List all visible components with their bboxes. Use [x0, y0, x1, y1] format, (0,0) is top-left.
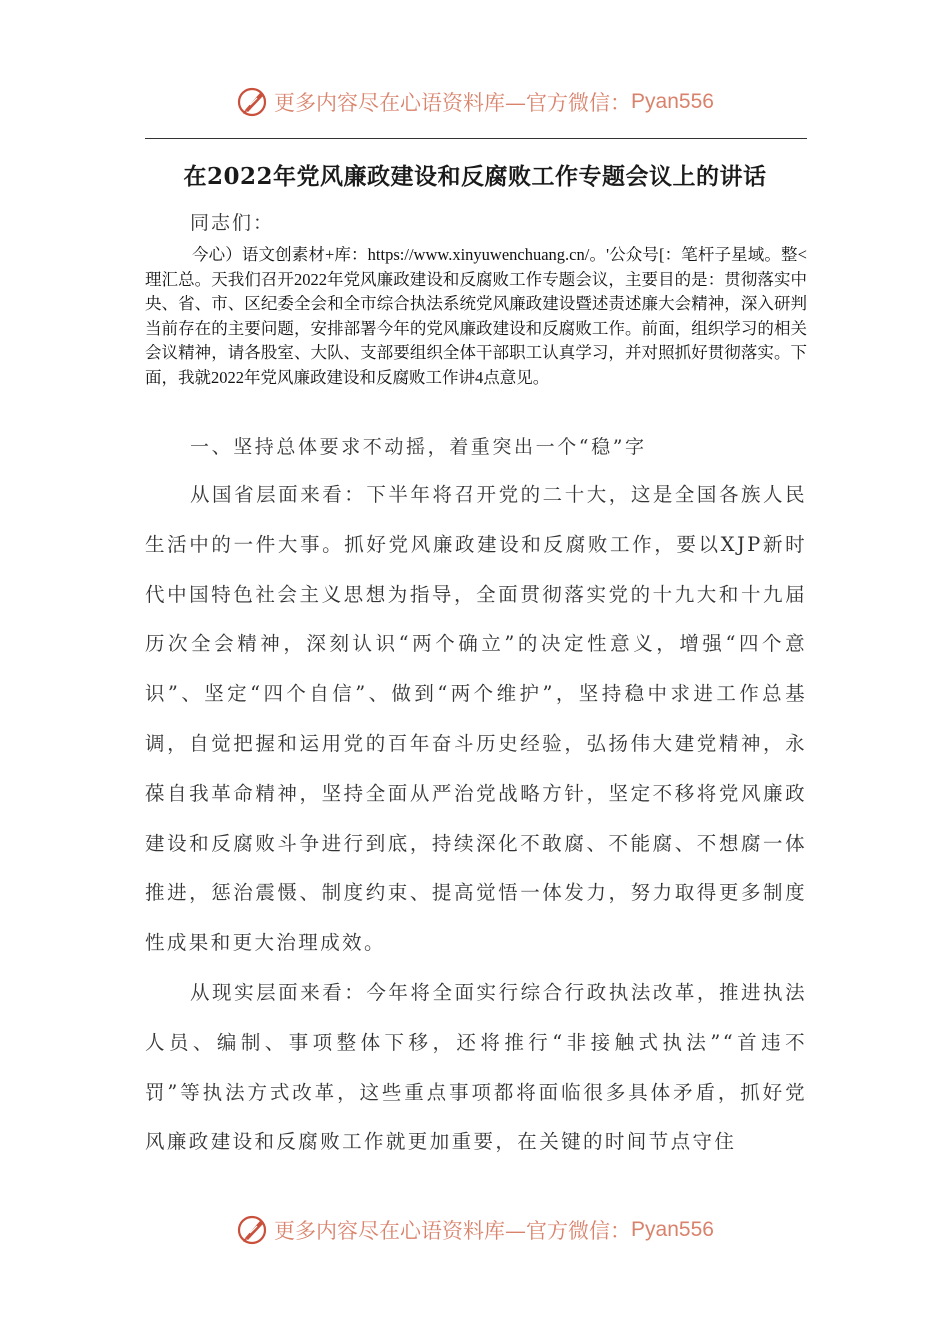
body-paragraph-1: 从国省层面来看：下半年将召开党的二十大，这是全国各族人民生活中的一件大事。抓好党风廉政建设和反腐败工作，要以XJP新时代中国特色社会主义思想为指导，全面贯彻落实党的十九大和十九届历次全会精神，深刻认识“两个确立”的决定性意义，增强“四个意识”、坚定“四个自信”、做到“两个维护”，坚持稳中求进工作总基调，自觉把握和运用党的百年奋斗历史经验，弘扬伟大建党精神，永葆自我革命精神，坚持全面从严治党战略方针，坚定不移将党风廉政建设和反腐败斗争进行到底，持续深化不敢腐、不能腐、不想腐一体推进，惩治震慑、制度约束、提高觉悟一体发力，努力取得更多制度性成果和更大治理成效。	[145, 483, 807, 955]
document-title: 在2022年党风廉政建设和反腐败工作专题会议上的讲话	[183, 163, 767, 190]
banner-wechat-id: Pyan556	[631, 1218, 714, 1241]
section-heading-1: 一、坚持总体要求不动摇，着重突出一个“稳”字	[190, 436, 647, 458]
header-divider	[145, 138, 807, 139]
quill-pen-logo-icon	[236, 85, 270, 119]
quill-pen-logo-icon	[236, 1213, 270, 1247]
banner-text: 更多内容尽在心语资料库—官方微信：	[274, 91, 632, 115]
body-paragraph-2: 从现实层面来看：今年将全面实行综合行政执法改革，推进执法人员、编制、事项整体下移，还将推行“非接触式执法”“首违不罚”等执法方式改革，这些重点事项都将面临很多具体矛盾，抓好党风廉政建设和反腐败工作就更加重要，在关键的时间节点守住	[145, 981, 807, 1154]
banner-text: 更多内容尽在心语资料库—官方微信：	[274, 1219, 632, 1243]
banner-wechat-id: Pyan556	[631, 90, 714, 113]
salutation: 同志们：	[190, 212, 275, 234]
header-banner	[0, 82, 950, 122]
footer-banner	[0, 1210, 950, 1250]
intro-paragraph: 今心）语文创素材+库：https://www.xinyuwenchuang.cn/。'公众号[：笔杆子星域。整<理汇总。天我们召开2022年党风廉政建设和反腐败工作专题会议，主要目的是：贯彻落实中央、省、市、区纪委全会和全市综合执法系统党风廉政建设暨述责述廉大会精神，深入研判当前存在的主要问题，安排部署今年的党风廉政建设和反腐败工作。前面，组织学习的相关会议精神，请各股室、大队、支部要组织全体干部职工认真学习，并对照抓好贯彻落实。下面，我就2022年党风廉政建设和反腐败工作讲4点意见。	[145, 245, 807, 387]
